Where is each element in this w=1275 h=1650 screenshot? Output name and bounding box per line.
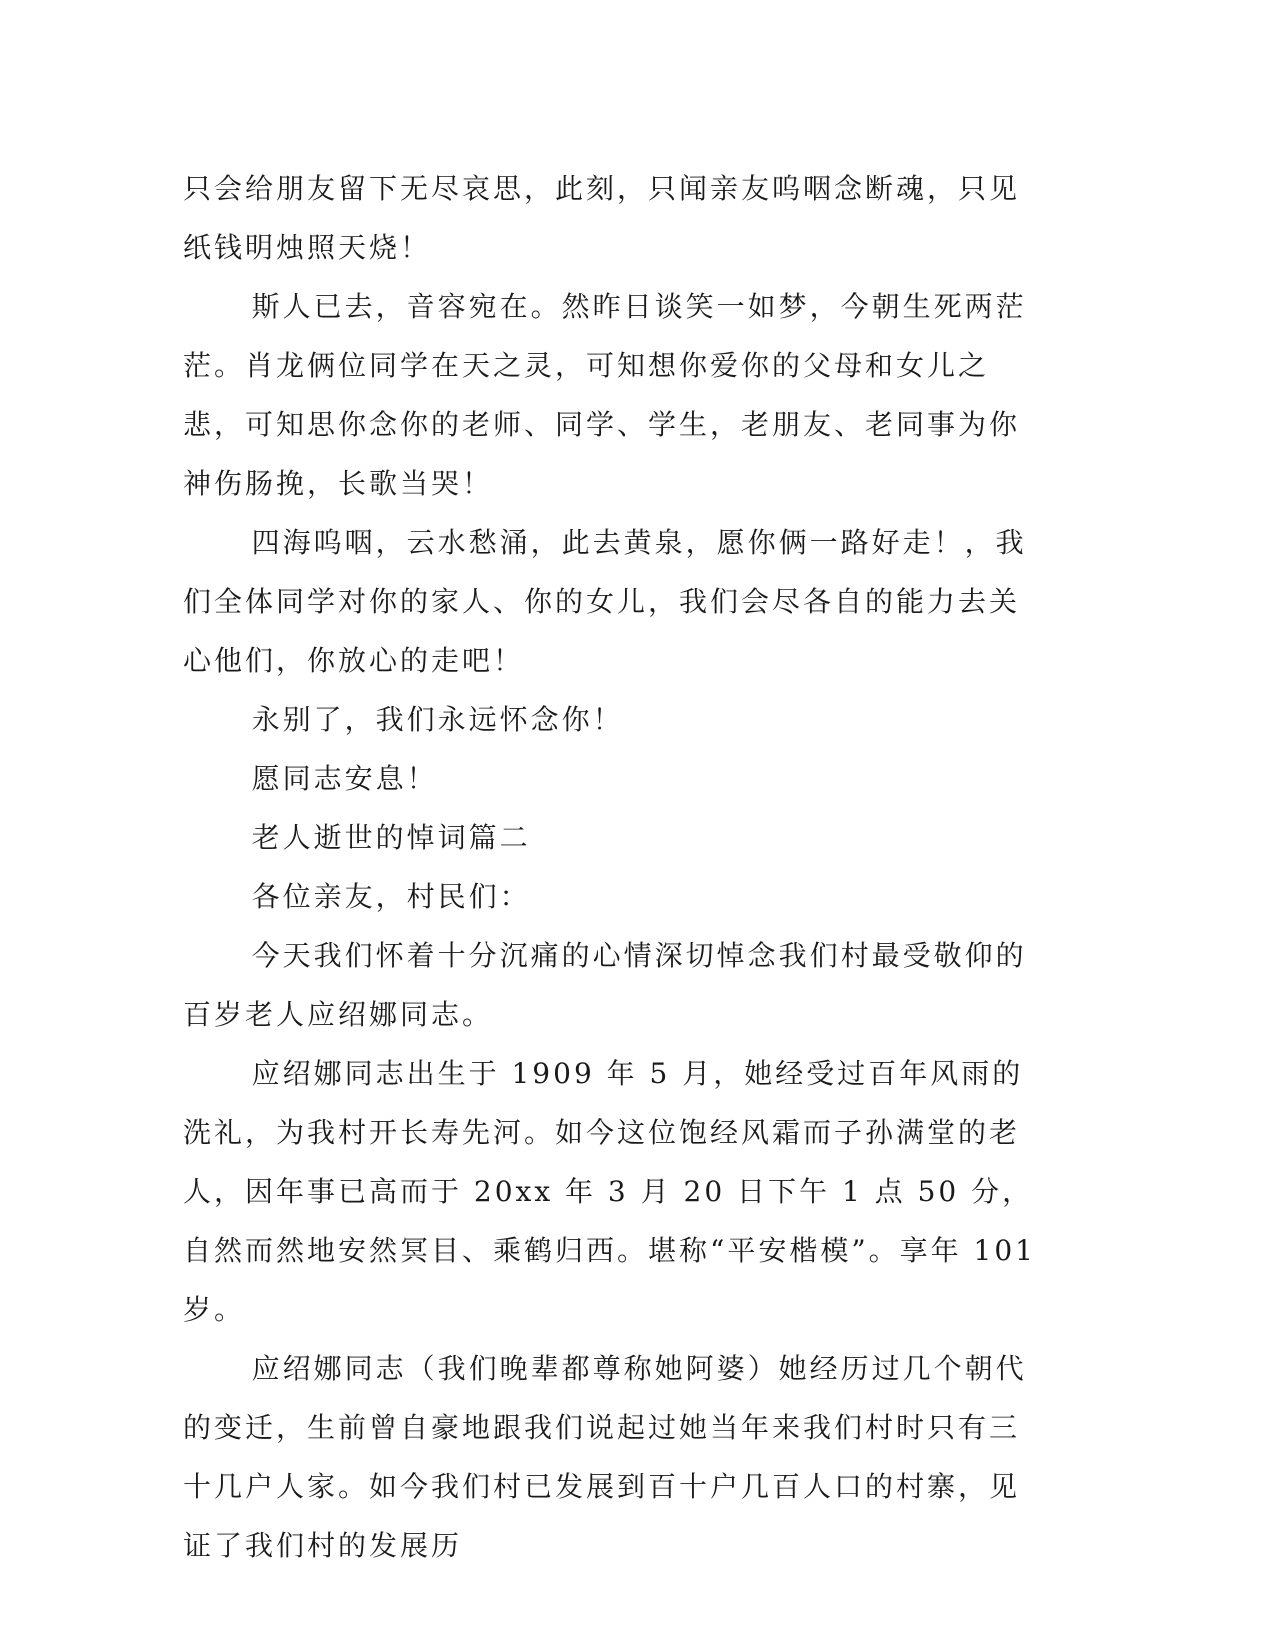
paragraph-opening: 今天我们怀着十分沉痛的心情深切悼念我们村最受敬仰的百岁老人应绍娜同志。 xyxy=(183,939,1027,1031)
paragraph-history: 应绍娜同志（我们晚辈都尊称她阿婆）她经历过几个朝代的变迁，生前曾自豪地跟我们说起过她当年来我们村时只有三十几户人家。如今我们村已发展到百十户几百人口的村寨，见证了我们村的发展历 xyxy=(183,1352,1027,1562)
paragraph-forever: 永别了，我们永远怀念你！ xyxy=(251,703,624,736)
paragraph-memorial: 斯人已去，音容宛在。然昨日谈笑一如梦，今朝生死两茫茫。肖龙俩位同学在天之灵，可知想你爱你的父母和女儿之悲，可知思你念你的老师、同学、学生，老朋友、老同事为你神伤肠挽，长歌当哭！ xyxy=(183,290,1027,500)
salutation: 各位亲友，村民们： xyxy=(251,880,531,913)
document-body xyxy=(183,159,1043,1575)
section-heading: 老人逝世的悼词篇二 xyxy=(251,821,531,854)
paragraph-continuation: 只会给朋友留下无尽哀思，此刻，只闻亲友呜咽念断魂，只见纸钱明烛照天烧！ xyxy=(183,172,1021,264)
paragraph-biography: 应绍娜同志出生于 1909 年 5 月，她经受过百年风雨的洗礼，为我村开长寿先河。如今这位饱经风霜而子孙满堂的老人，因年事已高而于 20xx 年 3 月 20 日下午 1 点 50 分，自然而然地安然冥目、乘鹤归西。堪称“平安楷模”。享年 101 岁。 xyxy=(183,1057,1036,1326)
paragraph-farewell: 四海呜咽，云水愁涌，此去黄泉，愿你俩一路好走！，我们全体同学对你的家人、你的女儿，我们会尽各自的能力去关心他们，你放心的走吧！ xyxy=(183,526,1027,677)
paragraph-rest-in-peace: 愿同志安息！ xyxy=(251,762,438,795)
